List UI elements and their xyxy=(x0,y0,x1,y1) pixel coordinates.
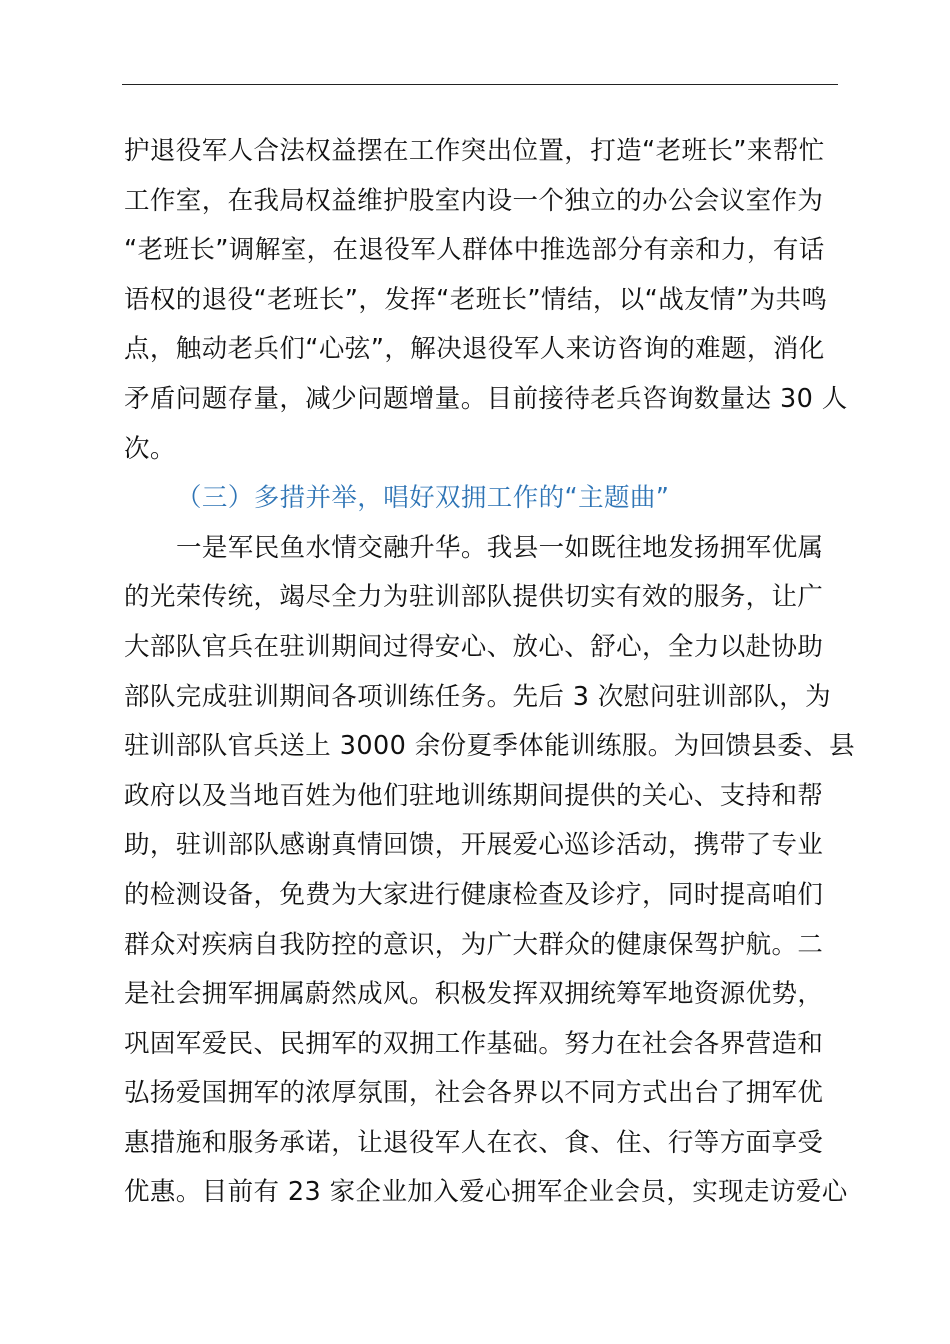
paragraph-line: 助，驻训部队感谢真情回馈，开展爱心巡诊活动，携带了专业 xyxy=(124,830,824,861)
paragraph-line: 巩固军爱民、民拥军的双拥工作基础。努力在社会各界营造和 xyxy=(124,1028,824,1059)
paragraph-line: 驻训部队官兵送上 3000 余份夏季体能训练服。为回馈县委、县 xyxy=(124,731,856,762)
paragraph-line: 是社会拥军拥属蔚然成风。积极发挥双拥统筹军地资源优势， xyxy=(124,979,824,1010)
paragraph-line: 次。 xyxy=(124,433,176,464)
paragraph-line: 惠措施和服务承诺，让退役军人在衣、食、住、行等方面享受 xyxy=(124,1127,824,1158)
paragraph-line: 大部队官兵在驻训期间过得安心、放心、舒心，全力以赴协助 xyxy=(124,631,824,662)
document-body xyxy=(124,127,856,1218)
paragraph-line: 点，触动老兵们“心弦”，解决退役军人来访咨询的难题，消化 xyxy=(124,334,825,365)
section-heading: （三）多措并举，唱好双拥工作的“主题曲” xyxy=(176,483,670,514)
paragraph-line: 部队完成驻训期间各项训练任务。先后 3 次慰问驻训部队，为 xyxy=(124,681,832,712)
paragraph-line: 护退役军人合法权益摆在工作突出位置，打造“老班长”来帮忙 xyxy=(124,136,825,166)
header-rule xyxy=(122,84,838,85)
paragraph-line: 政府以及当地百姓为他们驻地训练期间提供的关心、支持和帮 xyxy=(124,780,824,811)
paragraph-line: 语权的退役“老班长”，发挥“老班长”情结，以“战友情”为共鸣 xyxy=(124,284,828,315)
paragraph-line: 的光荣传统，竭尽全力为驻训部队提供切实有效的服务，让广 xyxy=(124,582,824,613)
paragraph-line: 工作室，在我局权益维护股室内设一个独立的办公会议室作为 xyxy=(124,185,824,216)
paragraph-line: 群众对疾病自我防控的意识，为广大群众的健康保驾护航。二 xyxy=(124,929,824,960)
paragraph-line: 弘扬爱国拥军的浓厚氛围，社会各界以不同方式出台了拥军优 xyxy=(124,1078,824,1109)
paragraph-line: 的检测设备，免费为大家进行健康检查及诊疗，同时提高咱们 xyxy=(124,879,824,910)
paragraph-line: 矛盾问题存量，减少问题增量。目前接待老兵咨询数量达 30 人 xyxy=(124,383,848,414)
paragraph-line: 优惠。目前有 23 家企业加入爱心拥军企业会员，实现走访爱心 xyxy=(124,1177,848,1208)
paragraph-line: 一是军民鱼水情交融升华。我县一如既往地发扬拥军优属 xyxy=(176,532,824,563)
paragraph-line: “老班长”调解室，在退役军人群体中推选部分有亲和力，有话 xyxy=(124,235,825,266)
